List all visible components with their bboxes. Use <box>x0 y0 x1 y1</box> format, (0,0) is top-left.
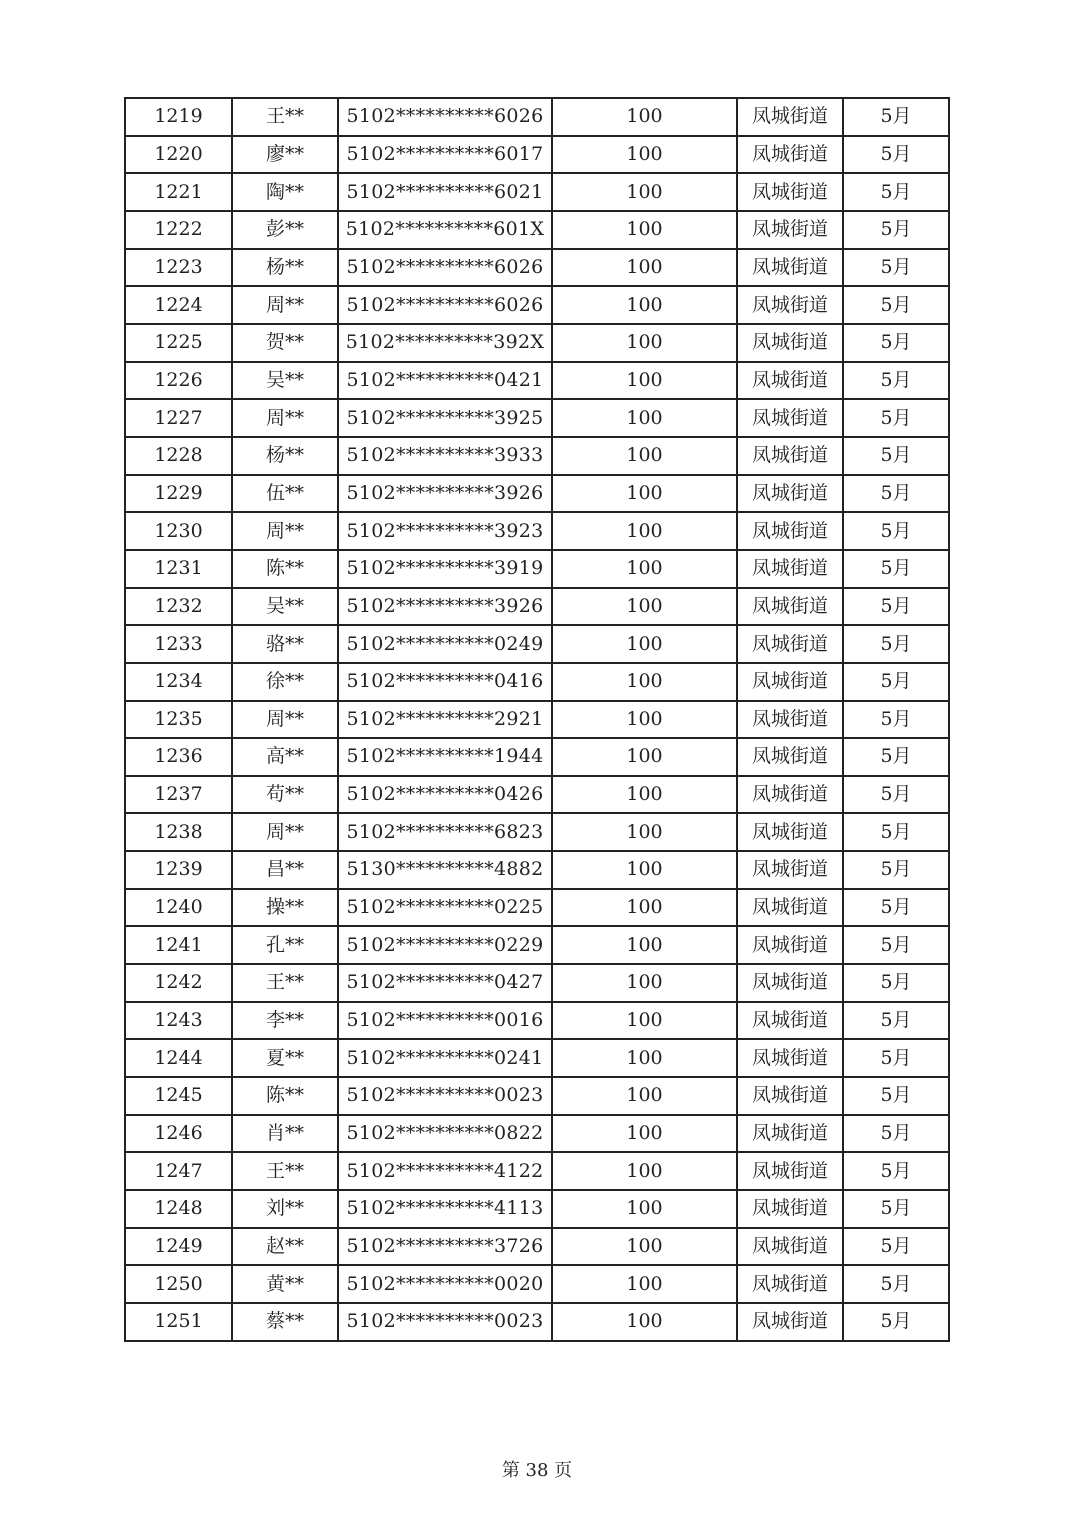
month-cell: 5月 <box>843 813 949 851</box>
amount-cell: 100 <box>552 701 737 739</box>
street-cell: 凤城街道 <box>737 98 843 136</box>
id-number-cell: 5102**********4122 <box>338 1152 552 1190</box>
street-cell: 凤城街道 <box>737 701 843 739</box>
month-cell: 5月 <box>843 851 949 889</box>
amount-cell: 100 <box>552 437 737 475</box>
month-cell: 5月 <box>843 1228 949 1266</box>
street-cell: 凤城街道 <box>737 1303 843 1341</box>
street-cell: 凤城街道 <box>737 211 843 249</box>
table-body <box>125 98 949 1341</box>
month-cell: 5月 <box>843 324 949 362</box>
name-cell: 王** <box>232 98 338 136</box>
id-number-cell: 5102**********6026 <box>338 98 552 136</box>
serial-number-cell: 1226 <box>125 362 232 400</box>
name-cell: 李** <box>232 1002 338 1040</box>
amount-cell: 100 <box>552 1265 737 1303</box>
amount-cell: 100 <box>552 1228 737 1266</box>
name-cell: 昌** <box>232 851 338 889</box>
id-number-cell: 5102**********1944 <box>338 738 552 776</box>
month-cell: 5月 <box>843 588 949 626</box>
amount-cell: 100 <box>552 512 737 550</box>
name-cell: 周** <box>232 512 338 550</box>
amount-cell: 100 <box>552 889 737 927</box>
name-cell: 周** <box>232 813 338 851</box>
id-number-cell: 5102**********3933 <box>338 437 552 475</box>
name-cell: 周** <box>232 399 338 437</box>
table-row <box>125 738 949 776</box>
month-cell: 5月 <box>843 1002 949 1040</box>
street-cell: 凤城街道 <box>737 1039 843 1077</box>
street-cell: 凤城街道 <box>737 475 843 513</box>
month-cell: 5月 <box>843 211 949 249</box>
month-cell: 5月 <box>843 1115 949 1153</box>
id-number-cell: 5102**********0229 <box>338 926 552 964</box>
street-cell: 凤城街道 <box>737 813 843 851</box>
month-cell: 5月 <box>843 1190 949 1228</box>
serial-number-cell: 1229 <box>125 475 232 513</box>
amount-cell: 100 <box>552 625 737 663</box>
serial-number-cell: 1227 <box>125 399 232 437</box>
table-row <box>125 324 949 362</box>
serial-number-cell: 1249 <box>125 1228 232 1266</box>
street-cell: 凤城街道 <box>737 1265 843 1303</box>
serial-number-cell: 1232 <box>125 588 232 626</box>
name-cell: 操** <box>232 889 338 927</box>
street-cell: 凤城街道 <box>737 437 843 475</box>
id-number-cell: 5102**********0241 <box>338 1039 552 1077</box>
name-cell: 杨** <box>232 249 338 287</box>
serial-number-cell: 1228 <box>125 437 232 475</box>
name-cell: 周** <box>232 286 338 324</box>
table-row <box>125 1152 949 1190</box>
serial-number-cell: 1244 <box>125 1039 232 1077</box>
table-row <box>125 964 949 1002</box>
table-row <box>125 1077 949 1115</box>
month-cell: 5月 <box>843 550 949 588</box>
name-cell: 蔡** <box>232 1303 338 1341</box>
table-row <box>125 173 949 211</box>
id-number-cell: 5102**********2921 <box>338 701 552 739</box>
name-cell: 肖** <box>232 1115 338 1153</box>
table-row <box>125 926 949 964</box>
amount-cell: 100 <box>552 1152 737 1190</box>
name-cell: 孔** <box>232 926 338 964</box>
serial-number-cell: 1219 <box>125 98 232 136</box>
amount-cell: 100 <box>552 475 737 513</box>
page-number: 第 38 页 <box>501 1460 573 1481</box>
id-number-cell: 5102**********6026 <box>338 249 552 287</box>
street-cell: 凤城街道 <box>737 776 843 814</box>
name-cell: 廖** <box>232 136 338 174</box>
street-cell: 凤城街道 <box>737 964 843 1002</box>
serial-number-cell: 1231 <box>125 550 232 588</box>
street-cell: 凤城街道 <box>737 625 843 663</box>
month-cell: 5月 <box>843 1265 949 1303</box>
amount-cell: 100 <box>552 776 737 814</box>
street-cell: 凤城街道 <box>737 588 843 626</box>
table-row <box>125 1002 949 1040</box>
serial-number-cell: 1239 <box>125 851 232 889</box>
street-cell: 凤城街道 <box>737 738 843 776</box>
month-cell: 5月 <box>843 249 949 287</box>
name-cell: 陈** <box>232 1077 338 1115</box>
serial-number-cell: 1241 <box>125 926 232 964</box>
name-cell: 徐** <box>232 663 338 701</box>
id-number-cell: 5102**********0416 <box>338 663 552 701</box>
id-number-cell: 5102**********392X <box>338 324 552 362</box>
month-cell: 5月 <box>843 1077 949 1115</box>
month-cell: 5月 <box>843 889 949 927</box>
id-number-cell: 5102**********6026 <box>338 286 552 324</box>
id-number-cell: 5102**********3919 <box>338 550 552 588</box>
month-cell: 5月 <box>843 738 949 776</box>
table-row <box>125 813 949 851</box>
name-cell: 苟** <box>232 776 338 814</box>
street-cell: 凤城街道 <box>737 1115 843 1153</box>
serial-number-cell: 1248 <box>125 1190 232 1228</box>
name-cell: 刘** <box>232 1190 338 1228</box>
id-number-cell: 5102**********3726 <box>338 1228 552 1266</box>
name-cell: 伍** <box>232 475 338 513</box>
amount-cell: 100 <box>552 399 737 437</box>
name-cell: 贺** <box>232 324 338 362</box>
street-cell: 凤城街道 <box>737 663 843 701</box>
serial-number-cell: 1224 <box>125 286 232 324</box>
street-cell: 凤城街道 <box>737 1002 843 1040</box>
serial-number-cell: 1237 <box>125 776 232 814</box>
table-row <box>125 399 949 437</box>
amount-cell: 100 <box>552 173 737 211</box>
name-cell: 赵** <box>232 1228 338 1266</box>
month-cell: 5月 <box>843 663 949 701</box>
street-cell: 凤城街道 <box>737 399 843 437</box>
table-row <box>125 1303 949 1341</box>
table-row <box>125 776 949 814</box>
serial-number-cell: 1222 <box>125 211 232 249</box>
name-cell: 吴** <box>232 588 338 626</box>
serial-number-cell: 1225 <box>125 324 232 362</box>
month-cell: 5月 <box>843 776 949 814</box>
table-row <box>125 1228 949 1266</box>
table-row <box>125 889 949 927</box>
month-cell: 5月 <box>843 926 949 964</box>
id-number-cell: 5102**********0822 <box>338 1115 552 1153</box>
table-row <box>125 1039 949 1077</box>
id-number-cell: 5102**********3925 <box>338 399 552 437</box>
street-cell: 凤城街道 <box>737 286 843 324</box>
amount-cell: 100 <box>552 1002 737 1040</box>
amount-cell: 100 <box>552 1077 737 1115</box>
table-row <box>125 249 949 287</box>
table-row <box>125 851 949 889</box>
table-row <box>125 625 949 663</box>
amount-cell: 100 <box>552 1039 737 1077</box>
table-row <box>125 663 949 701</box>
table-row <box>125 1115 949 1153</box>
serial-number-cell: 1240 <box>125 889 232 927</box>
table-row <box>125 1265 949 1303</box>
id-number-cell: 5102**********0020 <box>338 1265 552 1303</box>
serial-number-cell: 1247 <box>125 1152 232 1190</box>
serial-number-cell: 1221 <box>125 173 232 211</box>
amount-cell: 100 <box>552 964 737 1002</box>
serial-number-cell: 1242 <box>125 964 232 1002</box>
serial-number-cell: 1238 <box>125 813 232 851</box>
serial-number-cell: 1246 <box>125 1115 232 1153</box>
street-cell: 凤城街道 <box>737 1228 843 1266</box>
month-cell: 5月 <box>843 399 949 437</box>
id-number-cell: 5102**********3926 <box>338 475 552 513</box>
id-number-cell: 5102**********4113 <box>338 1190 552 1228</box>
table-row <box>125 475 949 513</box>
table-row <box>125 588 949 626</box>
table-row <box>125 701 949 739</box>
amount-cell: 100 <box>552 1303 737 1341</box>
street-cell: 凤城街道 <box>737 324 843 362</box>
month-cell: 5月 <box>843 98 949 136</box>
amount-cell: 100 <box>552 926 737 964</box>
amount-cell: 100 <box>552 249 737 287</box>
month-cell: 5月 <box>843 362 949 400</box>
serial-number-cell: 1233 <box>125 625 232 663</box>
amount-cell: 100 <box>552 550 737 588</box>
amount-cell: 100 <box>552 813 737 851</box>
name-cell: 杨** <box>232 437 338 475</box>
id-number-cell: 5102**********0023 <box>338 1077 552 1115</box>
street-cell: 凤城街道 <box>737 889 843 927</box>
serial-number-cell: 1245 <box>125 1077 232 1115</box>
name-cell: 陶** <box>232 173 338 211</box>
name-cell: 周** <box>232 701 338 739</box>
month-cell: 5月 <box>843 286 949 324</box>
amount-cell: 100 <box>552 362 737 400</box>
month-cell: 5月 <box>843 1039 949 1077</box>
name-cell: 骆** <box>232 625 338 663</box>
street-cell: 凤城街道 <box>737 851 843 889</box>
name-cell: 高** <box>232 738 338 776</box>
table-row <box>125 98 949 136</box>
id-number-cell: 5130**********4882 <box>338 851 552 889</box>
month-cell: 5月 <box>843 136 949 174</box>
serial-number-cell: 1234 <box>125 663 232 701</box>
id-number-cell: 5102**********0023 <box>338 1303 552 1341</box>
id-number-cell: 5102**********0016 <box>338 1002 552 1040</box>
id-number-cell: 5102**********6021 <box>338 173 552 211</box>
id-number-cell: 5102**********3923 <box>338 512 552 550</box>
serial-number-cell: 1251 <box>125 1303 232 1341</box>
street-cell: 凤城街道 <box>737 136 843 174</box>
table-row <box>125 437 949 475</box>
amount-cell: 100 <box>552 324 737 362</box>
month-cell: 5月 <box>843 1303 949 1341</box>
serial-number-cell: 1223 <box>125 249 232 287</box>
name-cell: 王** <box>232 1152 338 1190</box>
amount-cell: 100 <box>552 211 737 249</box>
id-number-cell: 5102**********601X <box>338 211 552 249</box>
street-cell: 凤城街道 <box>737 926 843 964</box>
month-cell: 5月 <box>843 964 949 1002</box>
name-cell: 彭** <box>232 211 338 249</box>
amount-cell: 100 <box>552 286 737 324</box>
id-number-cell: 5102**********6823 <box>338 813 552 851</box>
street-cell: 凤城街道 <box>737 550 843 588</box>
table-row <box>125 286 949 324</box>
amount-cell: 100 <box>552 738 737 776</box>
street-cell: 凤城街道 <box>737 1190 843 1228</box>
amount-cell: 100 <box>552 1115 737 1153</box>
month-cell: 5月 <box>843 173 949 211</box>
table-row <box>125 211 949 249</box>
amount-cell: 100 <box>552 136 737 174</box>
street-cell: 凤城街道 <box>737 1152 843 1190</box>
serial-number-cell: 1235 <box>125 701 232 739</box>
table-row <box>125 1190 949 1228</box>
amount-cell: 100 <box>552 588 737 626</box>
id-number-cell: 5102**********0427 <box>338 964 552 1002</box>
serial-number-cell: 1243 <box>125 1002 232 1040</box>
serial-number-cell: 1236 <box>125 738 232 776</box>
month-cell: 5月 <box>843 625 949 663</box>
table-row <box>125 550 949 588</box>
serial-number-cell: 1230 <box>125 512 232 550</box>
table-row <box>125 136 949 174</box>
name-cell: 王** <box>232 964 338 1002</box>
amount-cell: 100 <box>552 851 737 889</box>
month-cell: 5月 <box>843 701 949 739</box>
id-number-cell: 5102**********0225 <box>338 889 552 927</box>
name-cell: 黄** <box>232 1265 338 1303</box>
id-number-cell: 5102**********0421 <box>338 362 552 400</box>
street-cell: 凤城街道 <box>737 173 843 211</box>
street-cell: 凤城街道 <box>737 362 843 400</box>
table-row <box>125 512 949 550</box>
name-cell: 夏** <box>232 1039 338 1077</box>
serial-number-cell: 1250 <box>125 1265 232 1303</box>
amount-cell: 100 <box>552 1190 737 1228</box>
table-row <box>125 362 949 400</box>
month-cell: 5月 <box>843 475 949 513</box>
month-cell: 5月 <box>843 512 949 550</box>
id-number-cell: 5102**********0426 <box>338 776 552 814</box>
id-number-cell: 5102**********6017 <box>338 136 552 174</box>
month-cell: 5月 <box>843 437 949 475</box>
month-cell: 5月 <box>843 1152 949 1190</box>
id-number-cell: 5102**********3926 <box>338 588 552 626</box>
amount-cell: 100 <box>552 663 737 701</box>
serial-number-cell: 1220 <box>125 136 232 174</box>
street-cell: 凤城街道 <box>737 512 843 550</box>
name-cell: 陈** <box>232 550 338 588</box>
id-number-cell: 5102**********0249 <box>338 625 552 663</box>
records-table <box>124 97 950 1342</box>
amount-cell: 100 <box>552 98 737 136</box>
street-cell: 凤城街道 <box>737 1077 843 1115</box>
street-cell: 凤城街道 <box>737 249 843 287</box>
name-cell: 吴** <box>232 362 338 400</box>
